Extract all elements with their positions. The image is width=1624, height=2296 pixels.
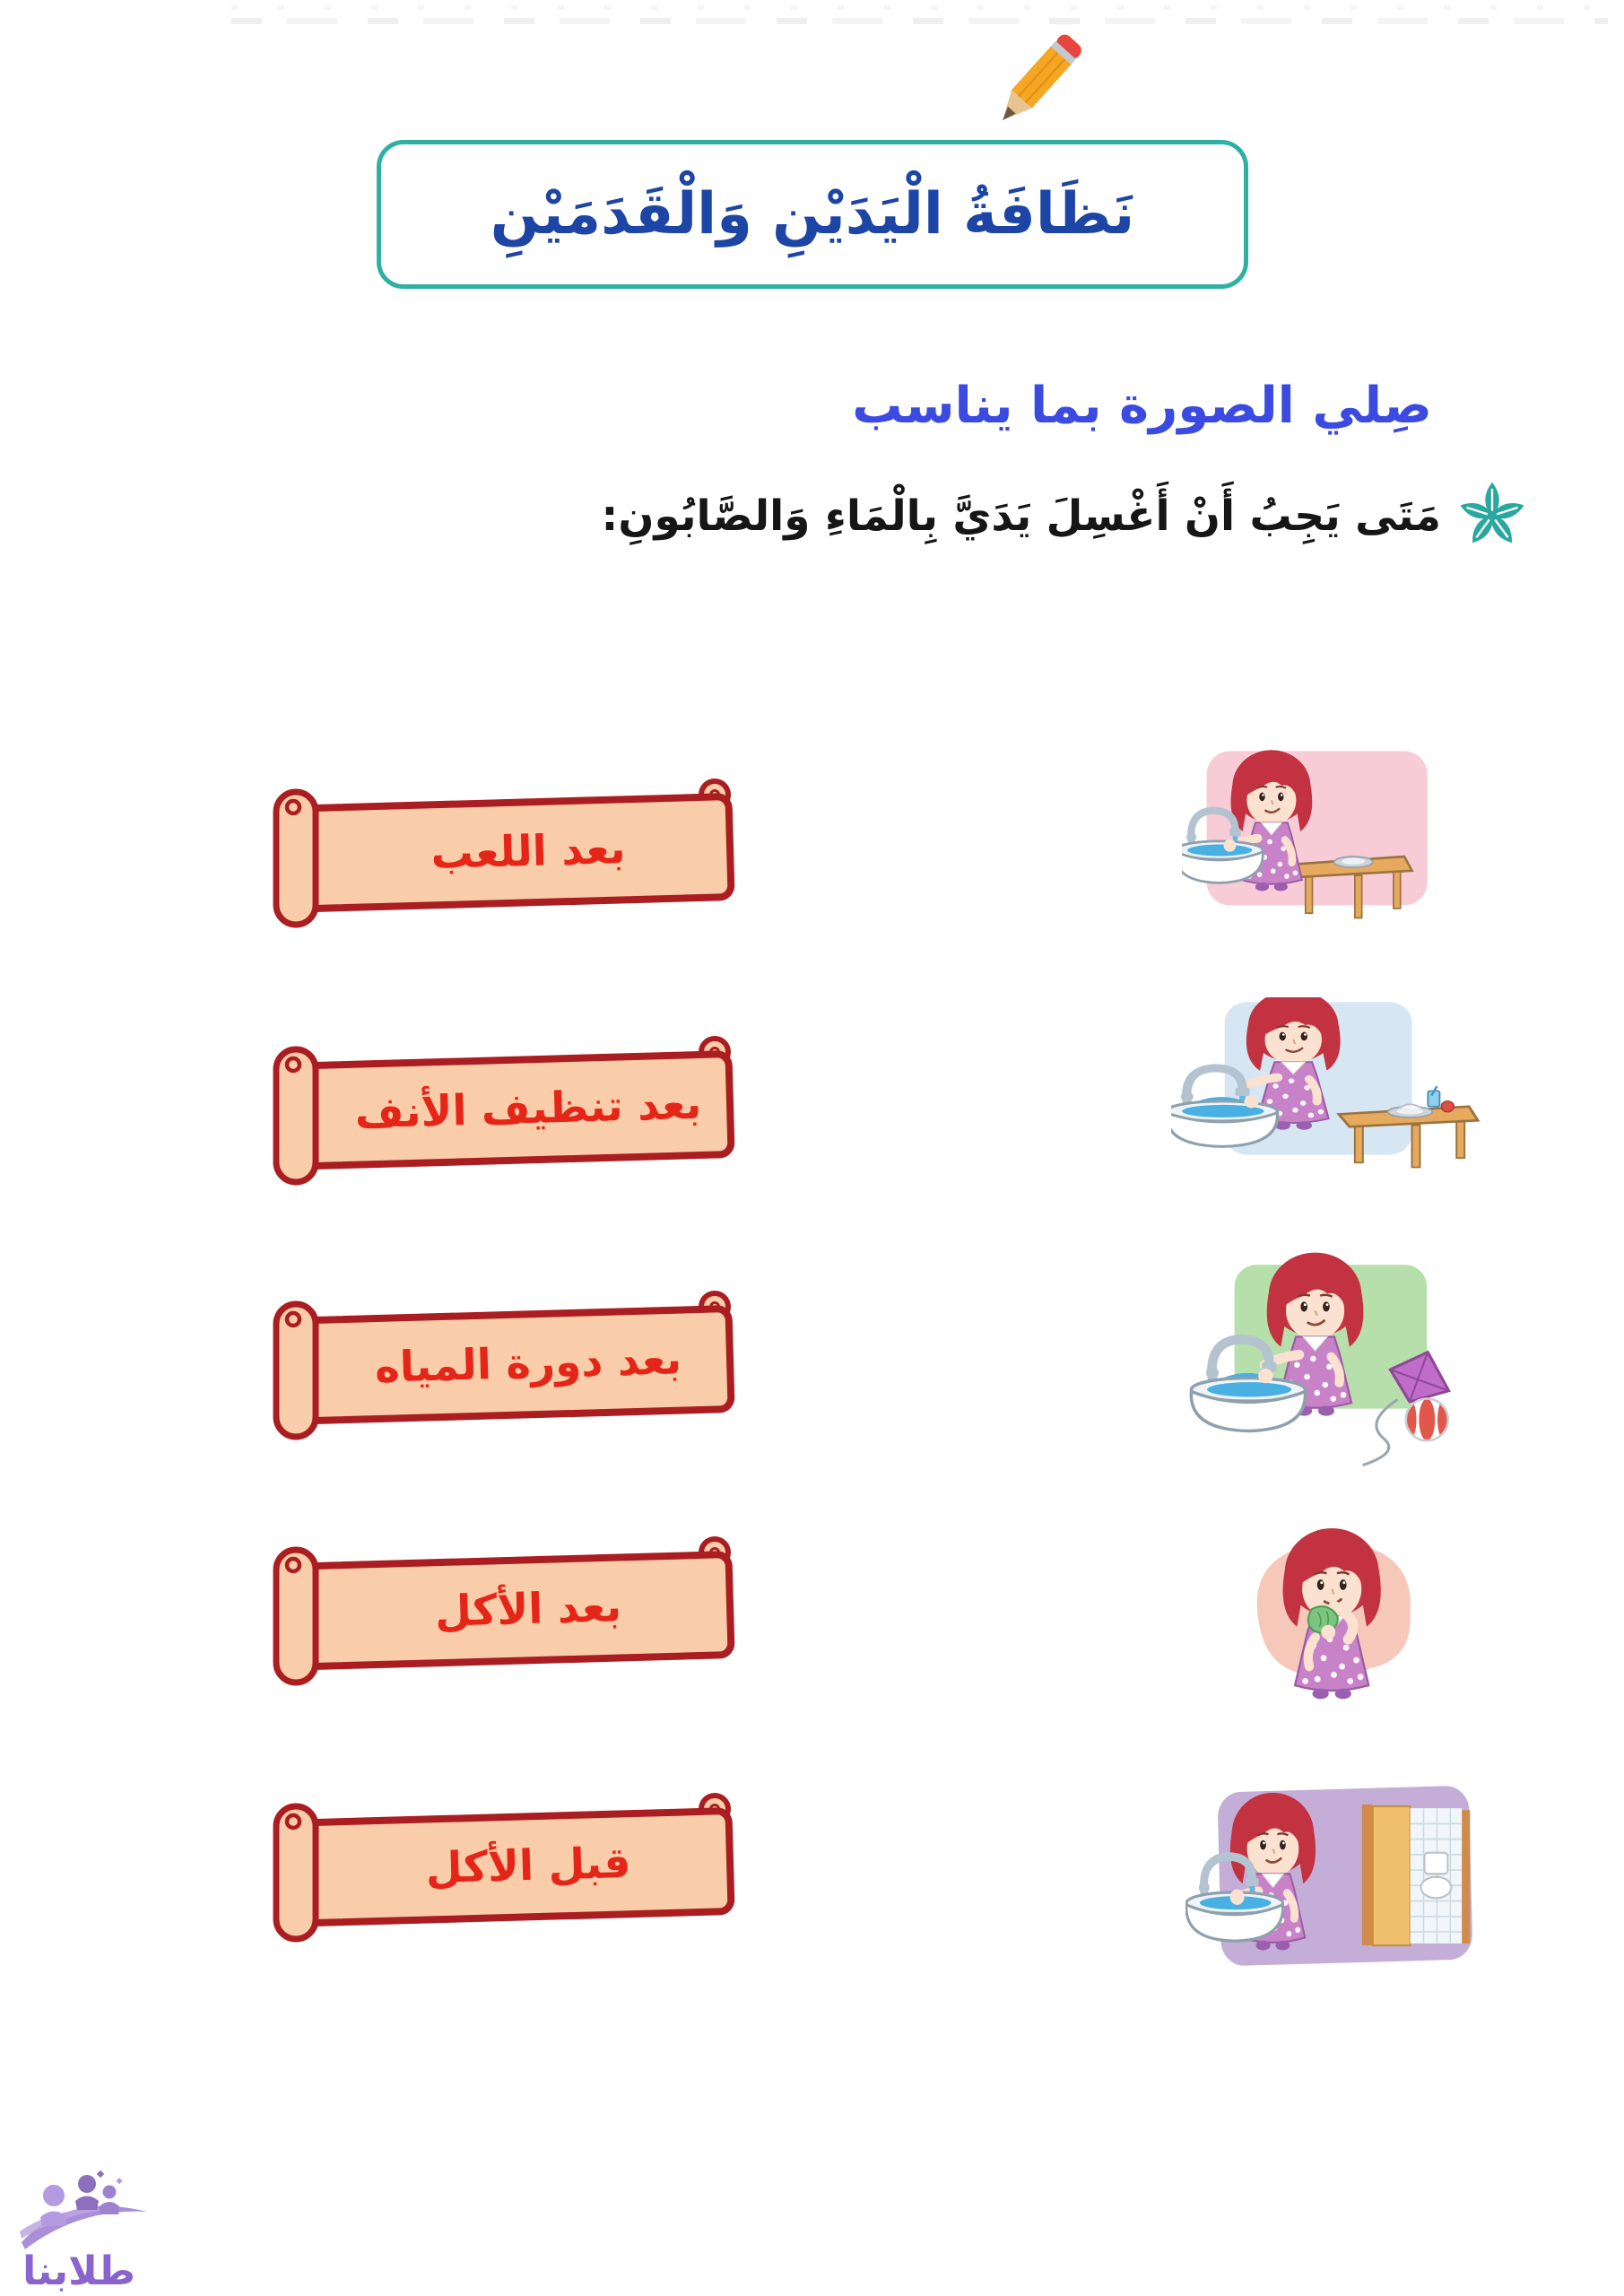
image-washing-hands-toys[interactable] — [1168, 1252, 1498, 1489]
instruction-text: صِلي الصورة بما يناسب — [852, 377, 1432, 435]
question-text: مَتَى يَجِبُ أَنْ أَغْسِلَ يَدَيَّ بِالْمَاءِ وَالصَّابُونِ: — [601, 491, 1441, 541]
image-washing-hands-table-plate[interactable] — [1182, 748, 1460, 952]
answer-scroll-after-bathroom[interactable] — [269, 1277, 744, 1448]
question-row — [602, 477, 1529, 554]
answer-scroll-after-nose-cleaning[interactable] — [269, 1022, 744, 1193]
pencil-icon — [949, 16, 1116, 152]
page-title: نَظَافَةُ الْيَدَيْنِ وَالْقَدَمَيْنِ — [490, 181, 1135, 248]
scroll-label: بعد اللعب — [430, 823, 627, 879]
answer-scroll-before-eating[interactable] — [269, 1779, 744, 1950]
faint-cropped-text-artifact — [231, 4, 1608, 27]
scroll-label: قبل الأكل — [424, 1838, 632, 1893]
answer-scroll-after-eating[interactable] — [269, 1523, 744, 1693]
image-washing-hands-food-table[interactable] — [1171, 997, 1492, 1200]
scroll-label: بعد الأكل — [434, 1581, 622, 1637]
scroll-label: بعد تنظيف الأنف — [354, 1079, 702, 1138]
answer-scroll-after-playing[interactable] — [269, 765, 744, 935]
talabna-logo — [18, 2170, 152, 2294]
image-wiping-nose[interactable] — [1245, 1525, 1458, 1761]
scroll-label: بعد دورة المياه — [374, 1334, 682, 1393]
flower-bullet-icon — [1455, 477, 1529, 554]
title-box — [377, 140, 1248, 289]
logo-text: طلابنا — [22, 2248, 135, 2294]
image-washing-hands-bathroom[interactable] — [1185, 1781, 1507, 2032]
